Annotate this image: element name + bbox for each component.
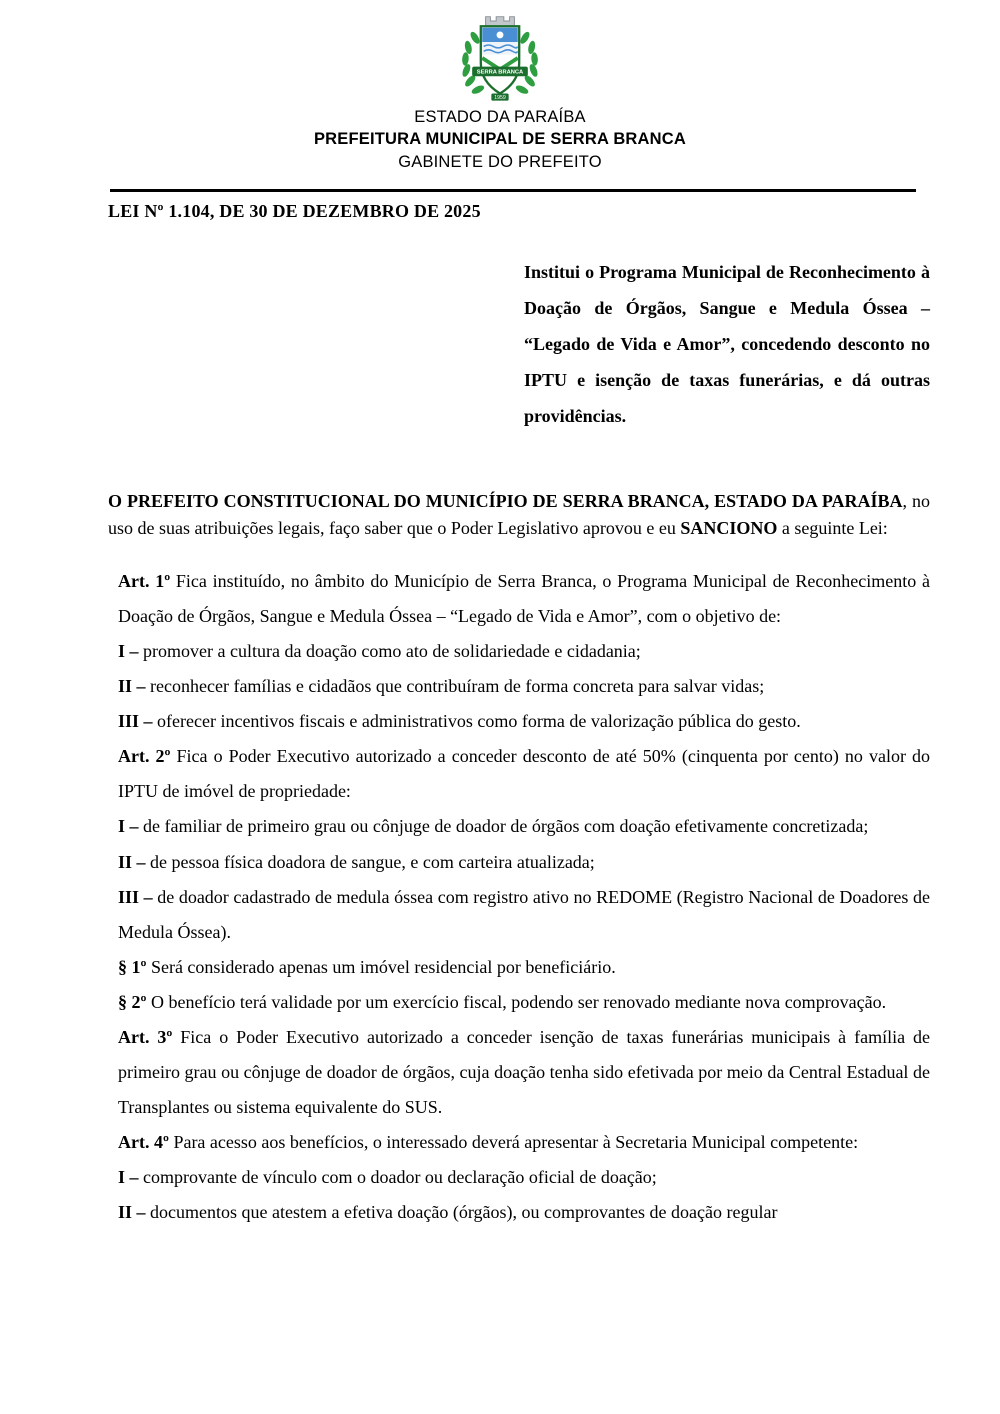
preamble	[108, 488, 930, 542]
preamble-segment: , no uso de suas atribuições legais, faço saber que o Poder Legislativo aprovou e eu	[108, 490, 931, 538]
paragraph-lead: III –	[118, 886, 153, 907]
paragraph-lead: I –	[118, 816, 139, 837]
law-paragraph: III – oferecer incentivos fiscais e administrativos como forma de valorização pública do gesto.	[118, 711, 801, 732]
paragraph-lead: II –	[118, 1202, 146, 1223]
year-scroll	[491, 93, 508, 101]
year-text: 1959	[494, 95, 506, 102]
paragraph-lead: Art. 2º	[118, 746, 171, 767]
law-paragraph: II – documentos que atestem a efetiva doação (órgãos), ou comprovantes de doação regular	[118, 1202, 778, 1223]
paragraph-lead: § 2º	[118, 991, 147, 1012]
ribbon-text: SERRA BRANCA	[476, 69, 524, 76]
paragraph-lead: I –	[118, 1167, 139, 1188]
header-divider	[110, 189, 916, 192]
serra-branca-coat-of-arms	[452, 12, 548, 102]
law-paragraph: I – comprovante de vínculo com o doador ou declaração oficial de doação;	[118, 1167, 657, 1188]
law-ementa: Institui o Programa Municipal de Reconhecimento à Doação de Órgãos, Sangue e Medula Óssea – “Legado de Vida e Amor”, concedendo desconto no IPTU e isenção de taxas funerárias, e dá outras providências.	[524, 261, 930, 426]
preamble-segment: SANCIONO	[680, 517, 778, 538]
paragraph-lead: III –	[118, 711, 153, 732]
ribbon	[472, 67, 528, 77]
law-body	[118, 564, 930, 1231]
header-state: ESTADO DA PARAÍBA	[414, 108, 586, 126]
law-paragraph: Art. 3º Fica o Poder Executivo autorizado a conceder isenção de taxas funerárias municipais à família de primeiro grau ou cônjuge de doador de órgãos, cuja doação tenha sido efetivada por meio da Central Estadual de Transplantes ou sistema equivalente do SUS.	[118, 1027, 930, 1118]
paragraph-lead: Art. 4º	[118, 1132, 169, 1153]
law-paragraph: § 2º O benefício terá validade por um exercício fiscal, podendo ser renovado mediante nova comprovação.	[118, 991, 887, 1012]
paragraph-lead: II –	[118, 851, 146, 872]
law-paragraph: I – promover a cultura da doação como ato de solidariedade e cidadania;	[118, 640, 641, 661]
law-paragraph: II – de pessoa física doadora de sangue, e com carteira atualizada;	[118, 851, 595, 872]
letterhead	[0, 0, 1000, 173]
header-office: GABINETE DO PREFEITO	[398, 152, 602, 171]
law-paragraph: I – de familiar de primeiro grau ou cônjuge de doador de órgãos com doação efetivamente concretizada;	[118, 816, 869, 837]
law-paragraph: § 1º Será considerado apenas um imóvel residencial por beneficiário.	[118, 956, 616, 977]
paragraph-lead: II –	[118, 676, 146, 697]
law-paragraph: Art. 1º Fica instituído, no âmbito do Município de Serra Branca, o Programa Municipal de Reconhecimento à Doação de Órgãos, Sangue e Medula Óssea – “Legado de Vida e Amor”, com o objetivo de:	[118, 570, 930, 626]
mural-crown-icon	[486, 17, 515, 27]
header-municipality: PREFEITURA MUNICIPAL DE SERRA BRANCA	[313, 130, 687, 149]
law-title: LEI Nº 1.104, DE 30 DE DEZEMBRO DE 2025	[108, 200, 481, 221]
law-paragraph: Art. 2º Fica o Poder Executivo autorizado a conceder desconto de até 50% (cinquenta por cento) no valor do IPTU de imóvel de propriedade:	[118, 746, 930, 802]
paragraph-lead: § 1º	[118, 956, 147, 977]
law-paragraph: III – de doador cadastrado de medula óssea com registro ativo no REDOME (Registro Nacional de Doadores de Medula Óssea).	[118, 886, 930, 942]
preamble-segment: O PREFEITO CONSTITUCIONAL DO MUNICÍPIO DE SERRA BRANCA, ESTADO DA PARAÍBA	[108, 490, 903, 511]
preamble-segment: a seguinte Lei:	[777, 517, 888, 538]
law-paragraph: Art. 4º Para acesso aos benefícios, o interessado deverá apresentar à Secretaria Municipal competente:	[118, 1132, 859, 1153]
paragraph-lead: I –	[118, 640, 139, 661]
shield-sun	[497, 31, 504, 38]
paragraph-lead: Art. 1º	[118, 570, 171, 591]
paragraph-lead: Art. 3º	[118, 1027, 173, 1048]
law-paragraph: II – reconhecer famílias e cidadãos que contribuíram de forma concreta para salvar vidas;	[118, 676, 765, 697]
